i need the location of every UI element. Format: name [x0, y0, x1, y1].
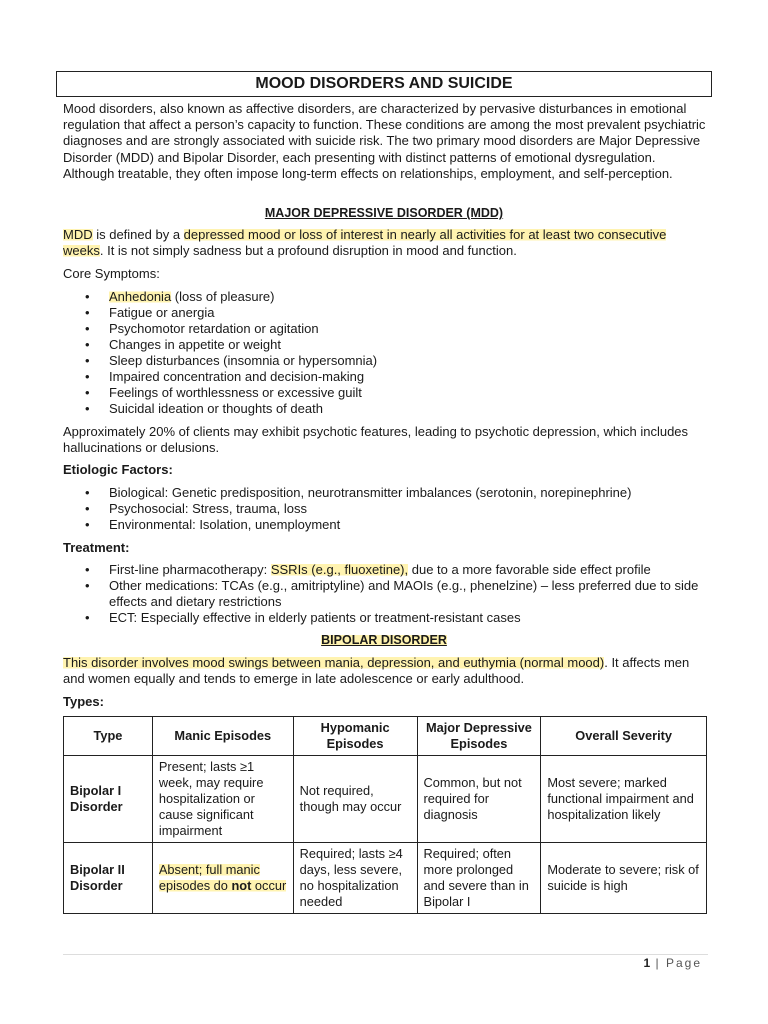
- types-label: Types:: [63, 694, 104, 709]
- cell-severity: Most severe; marked functional impairment and hospitalization likely: [541, 756, 707, 843]
- cell-type: Bipolar I Disorder: [64, 756, 153, 843]
- list-item: • Impaired concentration and decision-making: [63, 369, 377, 385]
- cell-manic: [152, 843, 293, 914]
- list-item: [63, 289, 377, 305]
- intro-paragraph: Mood disorders, also known as affective disorders, are characterized by pervasive disturbances in emotional regulation that affect a person’s capacity to function. These conditions are among the most prevalent psychiatric diagnoses and are strongly associated with suicide risk. The two primary mood disorders are Major Depressive Disorder (MDD) and Bipolar Disorder, each presenting with distinct patterns of emotional dysregulation. Although treatable, they often impose long-term effects on relationships, employment, and self-perception.: [63, 101, 706, 181]
- cell-depressive: Required; often more prolonged and severe than in Bipolar I: [417, 843, 541, 914]
- list-item: • Psychosocial: Stress, trauma, loss: [63, 501, 631, 517]
- list-item-text: due to a more favorable side effect profile: [408, 562, 651, 577]
- mdd-term: MDD: [63, 227, 93, 242]
- manic-bold-text: not: [231, 878, 252, 893]
- anhedonia-highlight: Anhedonia: [109, 289, 172, 304]
- cell-severity: Moderate to severe; risk of suicide is high: [541, 843, 707, 914]
- cell-hypomanic: Required; lasts ≥4 days, less severe, no hospitalization needed: [293, 843, 417, 914]
- document-title: MOOD DISORDERS AND SUICIDE: [56, 71, 712, 97]
- header-type: Type: [64, 717, 153, 756]
- manic-text-end: occur: [251, 878, 287, 893]
- mdd-heading: MAJOR DEPRESSIVE DISORDER (MDD): [264, 206, 504, 220]
- treatment-list: [63, 562, 708, 626]
- core-symptoms-label: Core Symptoms:: [63, 266, 160, 281]
- list-item: • Biological: Genetic predisposition, neurotransmitter imbalances (serotonin, norepinephrine): [63, 485, 631, 501]
- bipolar-desc-highlight: This disorder involves mood swings between mania, depression, and euthymia (normal mood): [63, 655, 605, 670]
- table-row: [64, 843, 707, 914]
- page-label: Page: [665, 956, 702, 970]
- list-item: [63, 562, 708, 578]
- page-footer: [643, 956, 702, 970]
- list-item: • Changes in appetite or weight: [63, 337, 377, 353]
- absent-highlight: [159, 862, 286, 893]
- list-item-text: (loss of pleasure): [171, 289, 275, 304]
- mdd-def-rest: . It is not simply sadness but a profound disruption in mood and function.: [99, 243, 517, 259]
- bipolar-types-table: [63, 716, 707, 914]
- list-item-text: First-line pharmacotherapy:: [109, 562, 271, 577]
- page-number: 1: [643, 956, 651, 970]
- core-symptoms-list: [63, 289, 377, 417]
- list-item: • Environmental: Isolation, unemployment: [63, 517, 631, 533]
- etiology-list: [63, 485, 631, 533]
- cell-manic: Present; lasts ≥1 week, may require hospitalization or cause significant impairment: [152, 756, 293, 843]
- list-item: • Other medications: TCAs (e.g., amitriptyline) and MAOIs (e.g., phenelzine) – less preferred due to side effects and dietary restrictions: [63, 578, 708, 610]
- list-item: • Feelings of worthlessness or excessive guilt: [63, 385, 377, 401]
- bipolar-heading: [0, 633, 768, 647]
- list-item: • Psychomotor retardation or agitation: [63, 321, 377, 337]
- bipolar-description: [63, 655, 708, 687]
- header-manic: Manic Episodes: [152, 717, 293, 756]
- bipolar-desc-rest: . It affects men and women equally and tends to emerge in late adolescence or early adulthood.: [63, 655, 690, 687]
- ssri-highlight: SSRIs (e.g., fluoxetine),: [270, 562, 409, 577]
- etiology-label: Etiologic Factors:: [63, 462, 173, 477]
- header-severity: Overall Severity: [541, 717, 707, 756]
- manic-text: Absent; full manic episodes do: [158, 862, 260, 893]
- footer-separator: |: [650, 956, 666, 970]
- table-header-row: [64, 717, 707, 756]
- psychotic-note: Approximately 20% of clients may exhibit psychotic features, leading to psychotic depression, which includes hallucinations or delusions.: [63, 424, 689, 456]
- list-item: • Sleep disturbances (insomnia or hypersomnia): [63, 353, 377, 369]
- footer-divider: [63, 954, 708, 955]
- list-item: • Suicidal ideation or thoughts of death: [63, 401, 377, 417]
- mdd-def-text: is defined by a: [92, 227, 184, 242]
- mdd-def-highlight: depressed mood or loss of interest in nearly all activities for at least two consecutive weeks: [63, 227, 667, 259]
- cell-depressive: Common, but not required for diagnosis: [417, 756, 541, 843]
- mdd-definition: [63, 227, 708, 259]
- header-hypomanic: Hypomanic Episodes: [293, 717, 417, 756]
- treatment-label: Treatment:: [63, 540, 130, 555]
- list-item: • Fatigue or anergia: [63, 305, 377, 321]
- list-item: • ECT: Especially effective in elderly patients or treatment-resistant cases: [63, 610, 708, 626]
- cell-hypomanic: Not required, though may occur: [293, 756, 417, 843]
- cell-type: Bipolar II Disorder: [64, 843, 153, 914]
- bipolar-heading-text: BIPOLAR DISORDER: [321, 633, 447, 647]
- table-row: [64, 756, 707, 843]
- header-depressive: Major Depressive Episodes: [417, 717, 541, 756]
